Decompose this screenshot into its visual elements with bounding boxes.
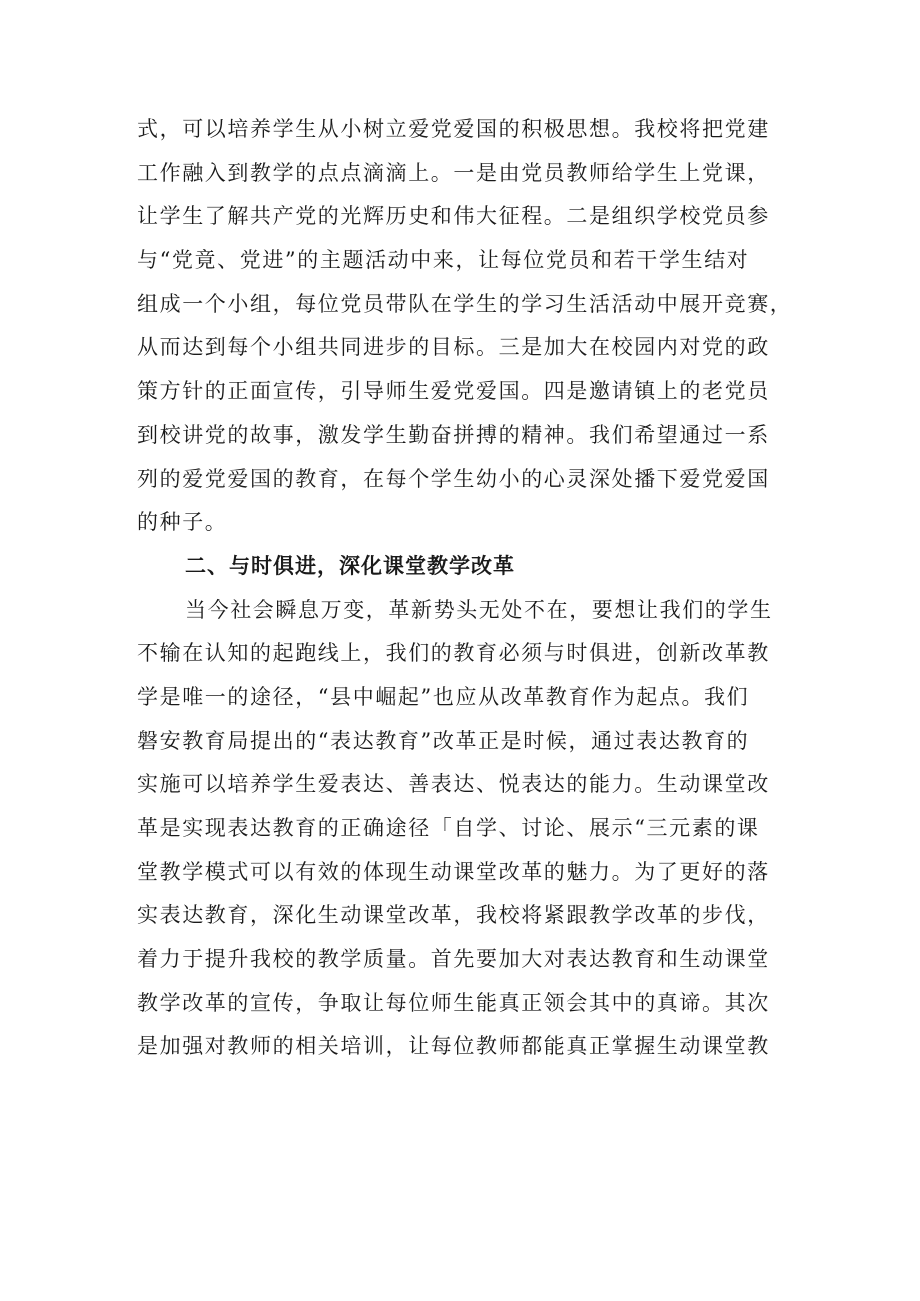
paragraph-line: 着力于提升我校的教学质量。首先要加大对表达教育和生动课堂 [137,947,770,972]
paragraph-line: 不输在认知的起跑线上，我们的教育必须与时俱进，创新改革教 [137,641,770,666]
section-heading: 二、与时俱进，深化课堂教学改革 [185,553,515,578]
paragraph-line: 工作融入到教学的点点滴滴上。一是由党员教师给学生上党课， [137,160,770,185]
paragraph-line: 式，可以培养学生从小树立爱党爱国的积极思想。我校将把党建 [137,117,770,141]
document-body [137,108,797,1069]
paragraph-line: 当今社会瞬息万变，革新势头无处不在，要想让我们的学生 [185,597,773,622]
paragraph-line: 革是实现表达教育的正确途径「自学、讨论、展示“三元素的课 [137,816,760,840]
paragraph-1 [137,108,797,545]
paragraph-2 [137,589,797,1070]
paragraph-line: 实表达教育，深化生动课堂改革，我校将紧跟教学改革的步伐， [137,903,770,928]
paragraph-line: 是加强对教师的相关培训，让每位教师都能真正掌握生动课堂教 [137,1034,770,1059]
paragraph-line: 的种子。 [137,510,228,535]
paragraph-line: 到校讲党的故事，激发学生勤奋拼搏的精神。我们希望通过一系 [137,422,770,447]
paragraph-line: 组成一个小组，每位党员带队在学生的学习生活活动中展开竞赛， [137,291,793,316]
paragraph-line: 策方针的正面宣传，引导师生爱党爱国。四是邀请镇上的老党员 [137,379,770,404]
paragraph-line: 列的爱党爱国的教育，在每个学生幼小的心灵深处播下爱党爱国 [137,466,770,491]
paragraph-line: 堂教学模式可以有效的体现生动课堂改革的魅力。为了更好的落 [137,859,770,884]
paragraph-line: 从而达到每个小组共同进步的目标。三是加大在校园内对党的政 [137,335,770,360]
paragraph-line: 让学生了解共产党的光辉历史和伟大征程。二是组织学校党员参 [137,204,770,229]
paragraph-line: 学是唯一的途径，“县中崛起”也应从改革教育作为起点。我们 [137,684,750,709]
paragraph-line: 教学改革的宣传，争取让每位师生能真正领会其中的真谛。其次 [137,990,770,1015]
paragraph-line: 实施可以培养学生爱表达、善表达、悦表达的能力。生动课堂改 [137,772,770,797]
paragraph-line: 与“党竟、党进”的主题活动中来，让每位党员和若干学生结对 [137,248,750,273]
paragraph-line: 磐安教育局提出的“表达教育”改革正是时候，通过表达教育的 [137,728,750,753]
